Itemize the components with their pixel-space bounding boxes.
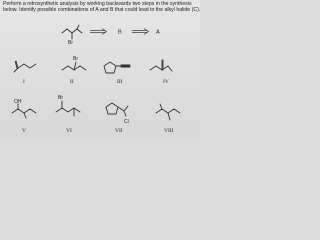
compound-II-structure [62,56,86,70]
compound-a-label: A [156,29,160,36]
retrosynthetic-arrow-2 [132,29,149,35]
compound-VI-label: VI [66,128,72,134]
compound-IV-label: IV [163,79,169,85]
compound-I-structure [14,61,36,72]
compound-VII-label: VII [115,128,123,134]
compound-VI-structure [56,95,80,116]
compound-V-structure [12,99,36,118]
compound-IV-structure [150,60,172,71]
compound-V-substituent: OH [14,99,22,105]
compound-VII-structure [106,103,129,125]
compound-II-label: II [70,79,74,85]
compound-III-structure [104,62,130,73]
compound-VIII-structure [156,104,180,120]
retrosynthetic-arrow-1 [90,29,107,35]
compound-V-label: V [22,128,26,134]
question-line-1: Perform a retrosynthetic analysis by working backwards two steps in the synthesis [3,1,192,7]
compound-III-label: III [117,79,123,85]
compound-VII-substituent: Cl [124,119,129,125]
retrosynthesis-scheme [0,0,200,140]
question-line-2: below. Identify possible combinations of A and B that could lead to the alkyl halide (C). [3,7,201,14]
target-halogen-label: Br [68,40,73,46]
question-page [0,0,200,140]
compound-VIII-label: VIII [164,128,174,134]
compound-b-label: B [118,29,122,36]
compound-II-halogen: Br [73,56,78,62]
target-alkyl-halide [62,25,82,46]
compound-VI-substituent: Br [58,95,63,101]
compound-I-label: I [23,79,25,85]
